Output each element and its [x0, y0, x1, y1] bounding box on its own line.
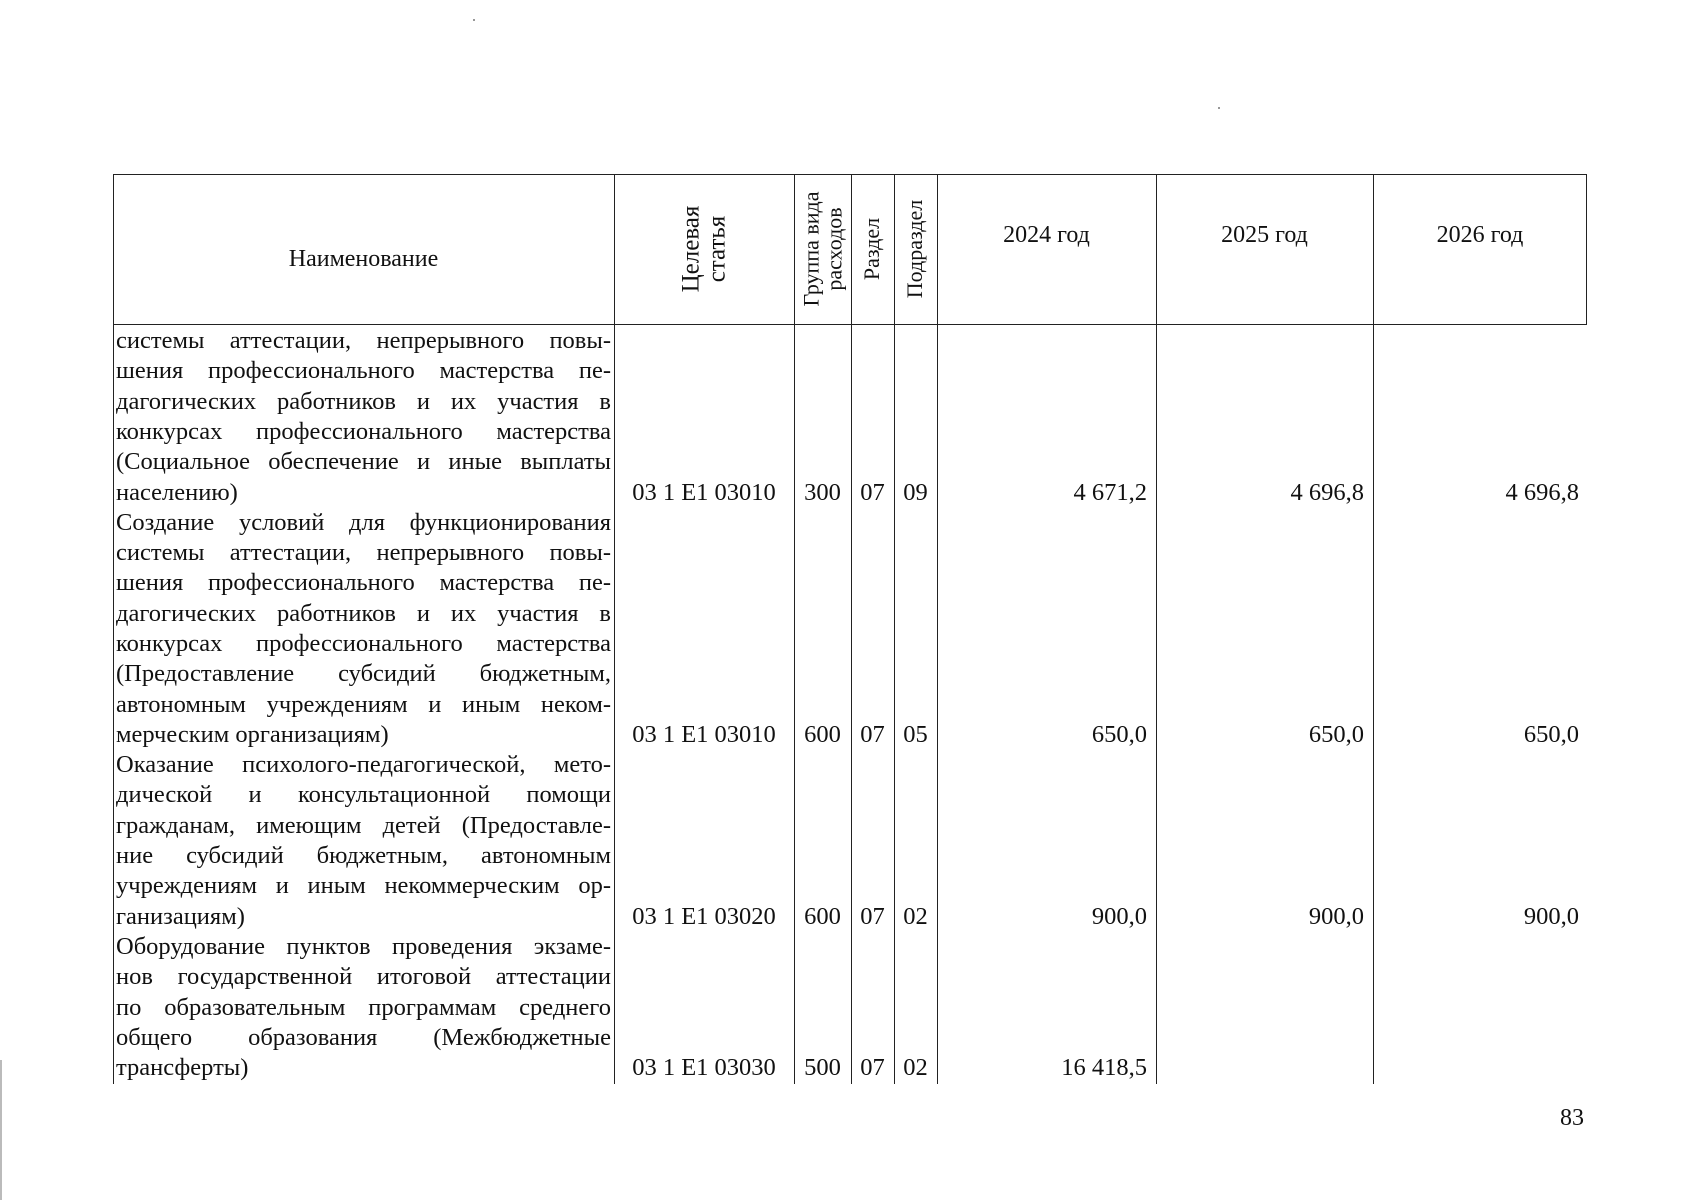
row-name-line: (Предоставление субсидий бюджетным, [116, 660, 611, 688]
row-name-line: населению) [116, 478, 238, 506]
row-name-line: шения профессионального мастерства пе- [116, 357, 611, 385]
row-amount-2025: 4 696,8 [1290, 478, 1364, 506]
header-section: Раздел [859, 217, 885, 281]
header-name: Наименование [288, 245, 439, 272]
row-expense-group: 600 [804, 902, 841, 930]
row-amount-2026: 900,0 [1523, 902, 1579, 930]
row-name-line: ние субсидий бюджетным, автономным [116, 842, 611, 870]
row-name-line: Оказание психолого-педагогической, мето- [116, 751, 611, 779]
header-2025: 2025 год [1221, 221, 1308, 248]
scan-speck [473, 19, 475, 21]
row-name-line: шения профессионального мастерства пе- [116, 569, 611, 597]
col-divider [1156, 174, 1157, 1084]
row-name-line: (Социальное обеспечение и иные выплаты [116, 448, 611, 476]
header-2026: 2026 год [1436, 221, 1524, 248]
row-amount-2025: 650,0 [1308, 720, 1364, 748]
row-name-line: Оборудование пунктов проведения экзаме- [116, 933, 611, 960]
row-expense-group: 300 [804, 478, 841, 506]
row-amount-2024: 16 418,5 [1061, 1054, 1147, 1082]
row-expense-group: 500 [804, 1054, 841, 1082]
row-name-line: дической и консультационной помощи [116, 781, 611, 809]
row-target-article: 03 1 E1 03030 [632, 1054, 776, 1082]
header-subsection: Подраздел [902, 199, 928, 299]
header-expense-group: Группа вида расходов [798, 191, 847, 307]
page-number: 83 [1560, 1105, 1584, 1131]
row-target-article: 03 1 E1 03010 [632, 720, 776, 748]
row-section: 07 [860, 1054, 885, 1082]
row-amount-2025: 900,0 [1308, 902, 1364, 930]
row-name-line: автономным учреждениям и иным неком- [116, 690, 611, 718]
row-amount-2024: 900,0 [1091, 902, 1147, 930]
row-amount-2026: 4 696,8 [1505, 478, 1579, 506]
col-divider [1373, 174, 1374, 1084]
scan-speck [1218, 107, 1220, 109]
row-target-article: 03 1 E1 03010 [632, 478, 776, 506]
col-divider [937, 174, 938, 1084]
scan-edge [0, 1060, 2, 1200]
row-section: 07 [860, 720, 885, 748]
row-name-line: мерческим организациям) [116, 720, 389, 748]
row-amount-2024: 650,0 [1091, 720, 1147, 748]
row-section: 07 [860, 478, 885, 506]
row-subsection: 02 [903, 1054, 928, 1082]
header-2024: 2024 год [1003, 221, 1090, 248]
row-name-line: Создание условий для функционирования [116, 508, 611, 536]
row-name-line: трансферты) [116, 1054, 249, 1082]
row-name-line: конкурсах профессионального мастерства [116, 629, 611, 657]
row-name-line: конкурсах профессионального мастерства [116, 417, 611, 445]
row-section: 07 [860, 902, 885, 930]
row-name-line: дагогических работников и их участия в [116, 387, 611, 415]
row-subsection: 09 [903, 478, 928, 506]
row-expense-group: 600 [804, 720, 841, 748]
row-name-line: ганизациям) [116, 902, 245, 930]
row-name-line: общего образования (Межбюджетные [116, 1023, 611, 1051]
row-name-line: системы аттестации, непрерывного повы- [116, 539, 611, 567]
budget-table [113, 174, 1587, 1084]
row-subsection: 05 [903, 720, 928, 748]
header-target-article: Целевая статья [676, 205, 730, 293]
row-name-line: по образовательным программам среднего [116, 993, 611, 1021]
row-name-line: нов государственной итоговой аттестации [116, 963, 611, 991]
row-subsection: 02 [903, 902, 928, 930]
row-amount-2024: 4 671,2 [1073, 478, 1147, 506]
row-name-line: дагогических работников и их участия в [116, 599, 611, 627]
row-target-article: 03 1 E1 03020 [632, 902, 776, 930]
row-name-line: учреждениям и иным некоммерческим ор- [116, 872, 611, 900]
row-amount-2026: 650,0 [1523, 720, 1579, 748]
row-name-line: системы аттестации, непрерывного повы- [116, 327, 611, 354]
row-name-line: гражданам, имеющим детей (Предоставле- [116, 811, 611, 839]
